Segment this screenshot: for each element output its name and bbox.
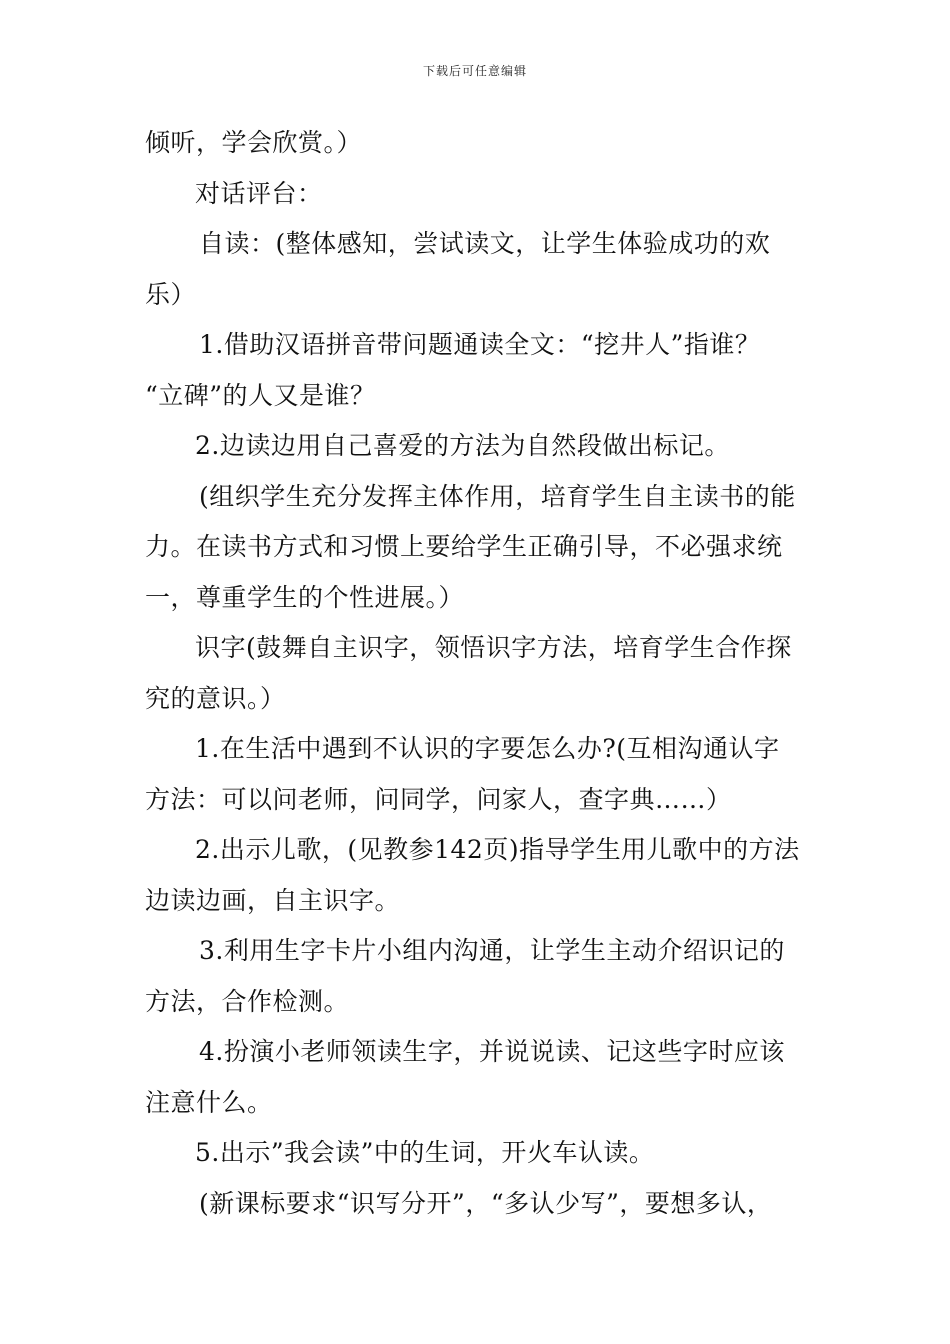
text-line: 1.在生活中遇到不认识的字要怎么办?(互相沟通认字: [195, 734, 780, 763]
text-line: 倾听，学会欣赏。）: [145, 128, 363, 157]
text-line: 1.借助汉语拼音带问题通读全文：“挖井人”指谁？: [199, 330, 761, 359]
text-line: 注意什么。: [145, 1087, 273, 1117]
text-line: 对话评台：: [195, 178, 323, 208]
text-line: 2.出示儿歌，(见教参142页)指导学生用儿歌中的方法: [195, 835, 800, 864]
document-body: [145, 118, 825, 1229]
text-line: 边读边画，自主识字。: [145, 885, 401, 915]
text-line: 方法，合作检测。: [145, 986, 350, 1016]
text-line: 方法：可以问老师，问同学，问家人，查字典……）: [145, 784, 732, 814]
text-line: (组织学生充分发挥主体作用，培育学生自主读书的能: [199, 481, 796, 511]
text-line: “立碑”的人又是谁？: [145, 380, 376, 410]
text-line: 4.扮演小老师领读生字，并说说读、记这些字时应该: [199, 1037, 785, 1066]
text-line: 究的意识。）: [145, 683, 286, 713]
text-line: 5.出示”我会读”中的生词，开火车认读。: [195, 1138, 655, 1167]
text-line: 识字(鼓舞自主识字，领悟识字方法，培育学生合作探: [195, 633, 792, 662]
text-line: 乐）: [145, 279, 197, 309]
text-line: 力。在读书方式和习惯上要给学生正确引导，不必强求统: [145, 532, 783, 561]
text-line: 2.边读边用自己喜爱的方法为自然段做出标记。: [195, 431, 730, 460]
page-header: 下载后可任意编辑: [422, 64, 527, 78]
text-line: 一，尊重学生的个性进展。）: [145, 582, 465, 612]
text-line: (新课标要求“识写分开”，“多认少写”，要想多认，: [199, 1188, 773, 1218]
text-line: 3.利用生字卡片小组内沟通，让学生主动介绍识记的: [199, 936, 785, 965]
text-line: 自读：(整体感知，尝试读文，让学生体验成功的欢: [199, 229, 771, 258]
